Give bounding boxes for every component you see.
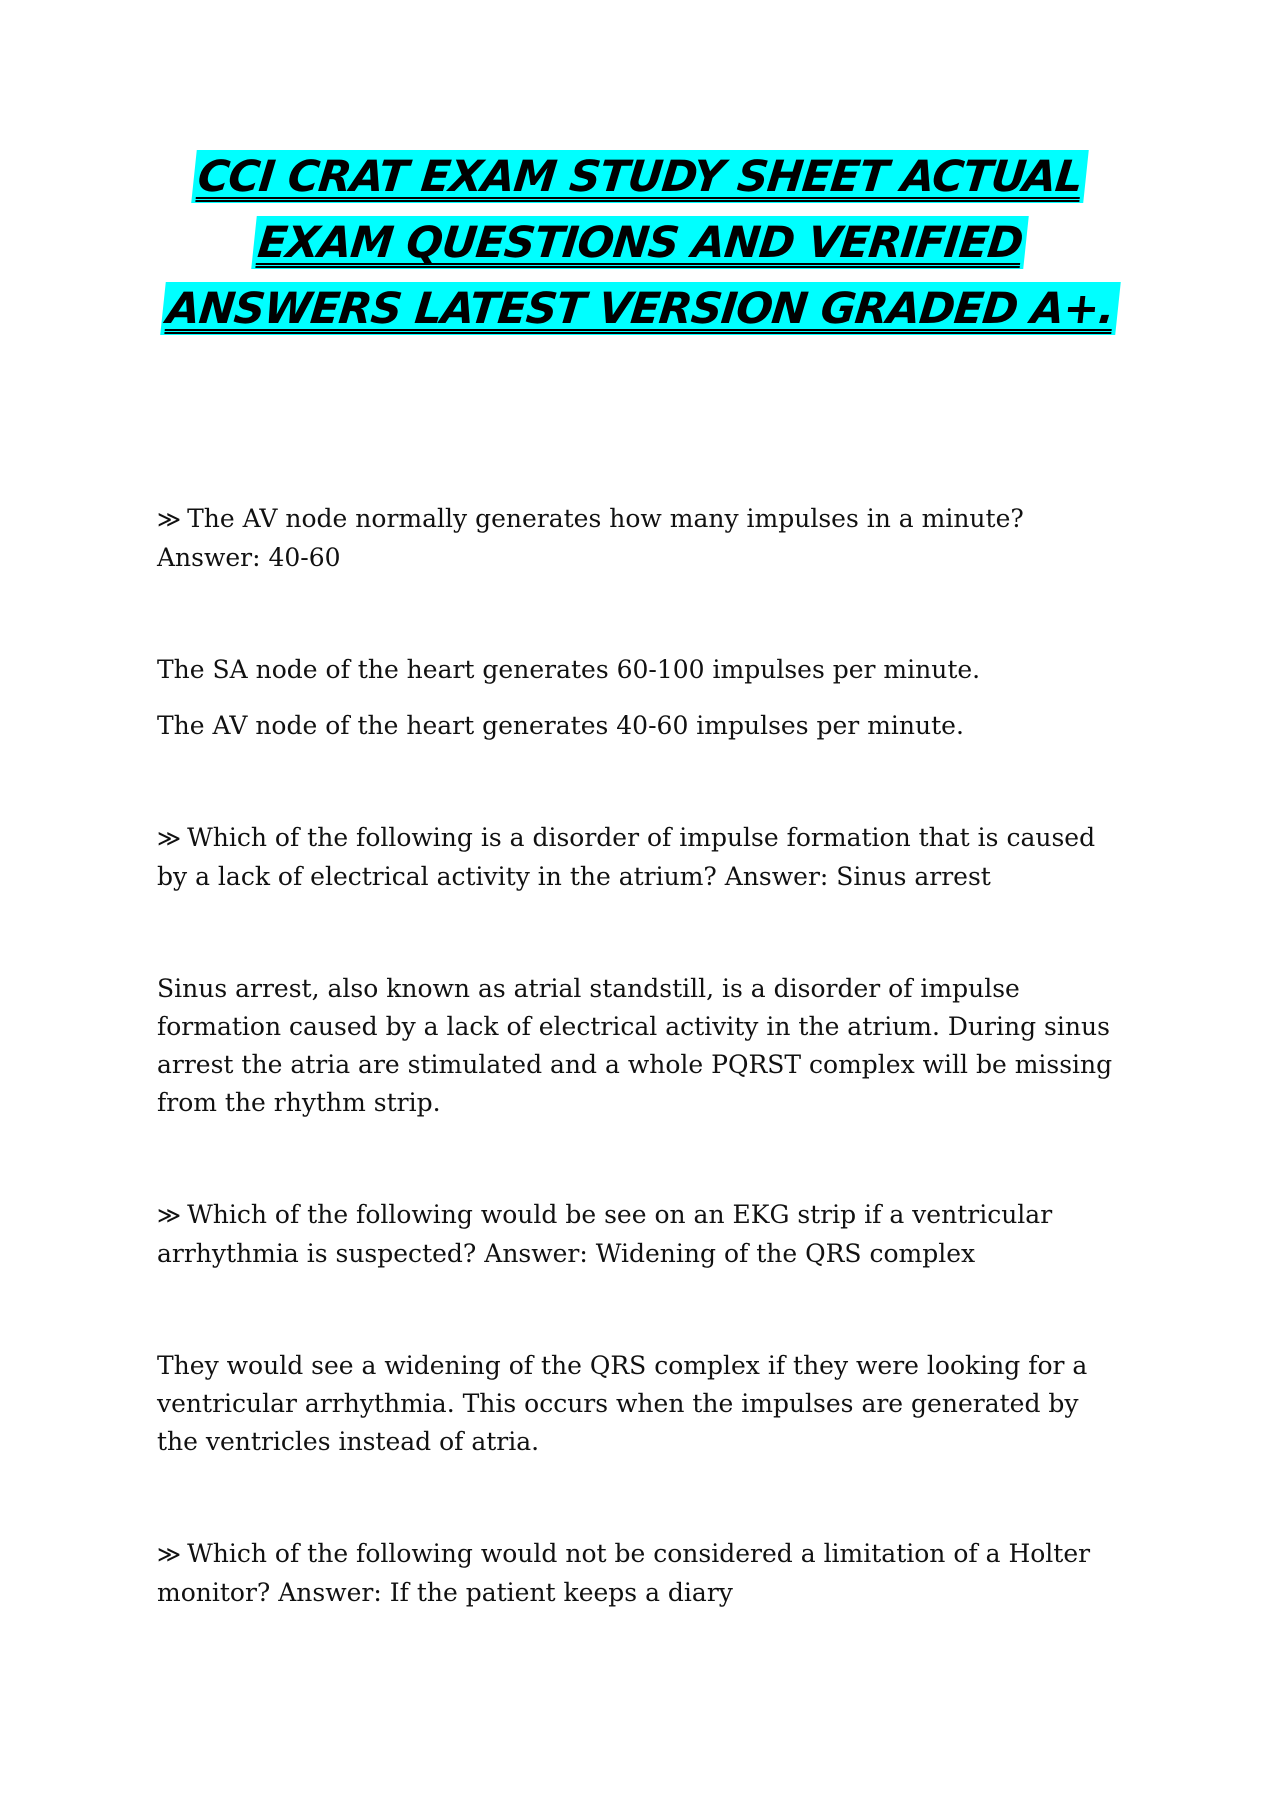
question-1	[157, 500, 1127, 577]
document-title	[150, 150, 1130, 348]
question-4	[157, 1535, 1127, 1612]
document-body	[157, 500, 1127, 1612]
explanation-3: They would see a widening of the QRS complex if they were looking for a ventricular arrhythmia. This occurs when the impulses are generated by the ventricles instead of atria.	[157, 1351, 1088, 1456]
explanation-2: Sinus arrest, also known as atrial standstill, is a disorder of impulse formation caused by a lack of electrical activity in the atrium. During sinus arrest the atria are stimulated and a whole PQRST complex will be missing from the rhythm strip.	[157, 974, 1113, 1117]
title-line-3	[150, 282, 1130, 335]
question-2-text: Which of the following is a disorder of impulse formation that is caused by a lack of electrical activity in the atrium? Answer: Sinus arrest	[157, 823, 1096, 891]
explanation-1b: The AV node of the heart generates 40-60 impulses per minute.	[157, 711, 964, 740]
explanation-1a: The SA node of the heart generates 60-100 impulses per minute.	[157, 655, 981, 684]
question-1-text: The AV node normally generates how many impulses in a minute? Answer: 40-60	[157, 504, 1024, 572]
title-line-1-text: CCI CRAT EXAM STUDY SHEET ACTUAL	[191, 150, 1089, 203]
question-2	[157, 819, 1127, 896]
title-line-2	[150, 216, 1130, 269]
question-4-text: Which of the following would not be considered a limitation of a Holter monitor? Answer: If the patient keeps a diary	[157, 1539, 1091, 1607]
double-right-arrow-icon: ≫	[157, 507, 182, 533]
question-3-text: Which of the following would be see on an EKG strip if a ventricular arrhythmia is suspected? Answer: Widening of the QRS complex	[157, 1200, 1053, 1268]
double-right-arrow-icon: ≫	[157, 1203, 182, 1229]
double-right-arrow-icon: ≫	[157, 826, 182, 852]
title-line-2-text: EXAM QUESTIONS AND VERIFIED	[251, 216, 1029, 269]
title-line-3-text: ANSWERS LATEST VERSION GRADED A+.	[160, 282, 1121, 335]
double-right-arrow-icon: ≫	[157, 1542, 182, 1568]
question-3	[157, 1196, 1127, 1273]
title-line-1	[150, 150, 1130, 203]
